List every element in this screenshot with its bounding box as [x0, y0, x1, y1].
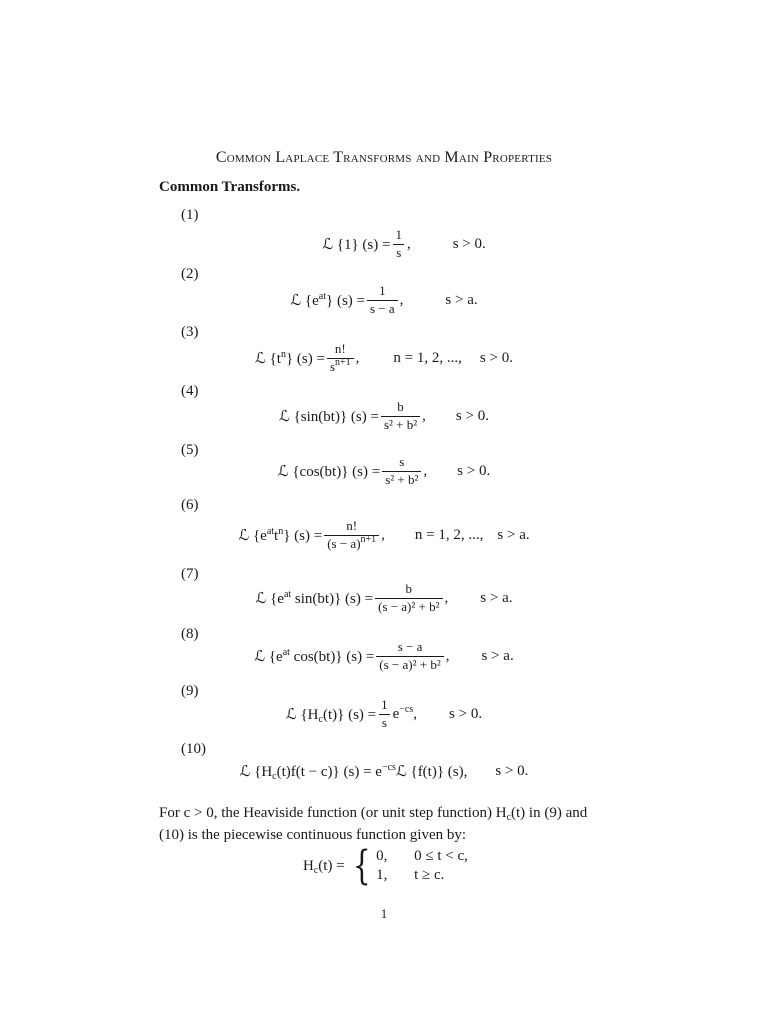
fraction: [378, 698, 391, 731]
equation-range: n = 1, 2, ...,: [393, 349, 462, 366]
numerator: n!: [334, 341, 346, 356]
equation-number: (6): [181, 497, 199, 513]
equation-7: [0, 582, 768, 615]
equation-3: [0, 342, 768, 375]
numerator: s − a: [397, 639, 423, 654]
denominator: $s^{n+1}$: [327, 358, 354, 375]
document-title: Common Laplace Transforms and Main Properties: [215, 149, 553, 166]
numerator: n!: [346, 518, 358, 533]
equation-lhs: ℒ $\{t^n\} (s)$ =: [255, 348, 325, 367]
fraction: [367, 284, 398, 317]
equation-comma: ,: [381, 526, 385, 543]
paragraph: [159, 802, 619, 846]
equation-number: (2): [181, 266, 199, 282]
equation-number: (3): [181, 324, 199, 340]
equation-lhs: ℒ $\{H_c(t)f(t - c)\} (s)$ = $e^{-cs}ℒ$ {f(t)} (s),: [239, 762, 468, 782]
equation-lhs: ℒ {$e^{at}$ cos(bt)} (s) =: [254, 646, 375, 665]
piecewise-cases: [376, 848, 468, 884]
numerator: b: [405, 581, 413, 596]
denominator: s² + b²: [381, 416, 420, 433]
equation-lhs: ℒ {cos(bt)} (s) =: [277, 463, 381, 480]
numerator: 1: [379, 283, 386, 298]
equation-comma: ,: [406, 235, 411, 252]
equation-lhs: ℒ $\{H_c(t)\} (s)$ =: [285, 706, 377, 725]
equation-2: [0, 284, 768, 317]
denominator: s: [393, 244, 404, 261]
equation-number: (1): [181, 207, 199, 223]
equation-4: [0, 400, 768, 433]
equation-condition: s > 0.: [457, 462, 491, 479]
equation-lhs: ℒ {$e^{at}$ sin(bt)} (s) =: [255, 588, 374, 607]
equation-condition: s > 0.: [452, 235, 486, 252]
case-condition: 0 ≤ t < c,: [414, 848, 468, 864]
left-brace-icon: {: [352, 843, 371, 889]
heaviside-lhs: $H_c(t)$ =: [303, 857, 345, 876]
denominator: s: [379, 714, 390, 731]
equation-condition: s > a.: [445, 291, 478, 308]
fraction: [381, 400, 420, 433]
equation-condition: s > a.: [497, 526, 530, 543]
equation-9: [0, 698, 768, 731]
numerator: 1: [395, 227, 402, 242]
equation-range: n = 1, 2, ...,: [414, 526, 484, 543]
equation-comma: ,: [445, 647, 450, 664]
equation-5: [0, 455, 768, 488]
fraction: [376, 640, 443, 673]
equation-8: [0, 640, 768, 673]
numerator: s: [399, 454, 405, 469]
denominator: (s − a)² + b²: [376, 656, 443, 673]
equation-comma: ,: [355, 349, 360, 366]
equation-number: (8): [181, 626, 199, 642]
fraction: [324, 519, 379, 552]
equation-number: (5): [181, 442, 199, 458]
case-value: 0,: [376, 848, 388, 864]
equation-number: (4): [181, 383, 199, 399]
equation-6: [0, 519, 768, 552]
paragraph-line: (10) is the piecewise continuous function given by:: [159, 827, 467, 843]
fraction: [392, 228, 405, 261]
denominator: $(s - a)^{n+1}$: [324, 535, 379, 552]
case-condition: t ≥ c.: [414, 867, 445, 883]
equation-comma: ,: [444, 589, 449, 606]
equation-10: [0, 762, 768, 781]
equation-lhs: ℒ $\{e^{at}\} (s)$ =: [290, 290, 365, 309]
equation-condition: s > 0.: [495, 763, 529, 779]
equation-condition: s > a.: [480, 589, 513, 606]
case-value: 1,: [376, 867, 388, 883]
equation-condition: s > 0.: [479, 349, 513, 366]
page-number: 1: [380, 906, 388, 921]
section-heading: Common Transforms.: [159, 179, 301, 195]
equation-condition: s > 0.: [455, 407, 489, 424]
equation-number: (10): [181, 741, 206, 757]
numerator: 1: [381, 697, 388, 712]
denominator: s − a: [367, 300, 398, 317]
equation-number: (9): [181, 683, 199, 699]
fraction: [375, 582, 442, 615]
fraction: [382, 455, 421, 488]
denominator: (s − a)² + b²: [375, 598, 442, 615]
heaviside-definition: [303, 843, 468, 889]
equation-lhs: ℒ $\{e^{at}t^n\} (s)$ =: [238, 525, 323, 544]
equation-condition: s > a.: [481, 647, 514, 664]
equation-comma: ,: [422, 407, 426, 424]
paragraph-line: For c > 0, the Heaviside function (or unit step function) $H_c(t)$ in (9) and: [159, 805, 588, 823]
numerator: b: [397, 399, 404, 414]
equation-exponential: $e^{-cs}$,: [392, 703, 418, 722]
equation-comma: ,: [399, 291, 404, 308]
equation-number: (7): [181, 566, 199, 582]
fraction: [327, 342, 354, 375]
equation-lhs: ℒ {sin(bt)} (s) =: [279, 408, 379, 425]
equation-comma: ,: [423, 462, 428, 479]
equation-1: [20, 228, 768, 261]
denominator: s² + b²: [382, 471, 421, 488]
equation-condition: s > 0.: [449, 705, 483, 722]
equation-lhs: ℒ {1} (s) =: [322, 236, 391, 253]
